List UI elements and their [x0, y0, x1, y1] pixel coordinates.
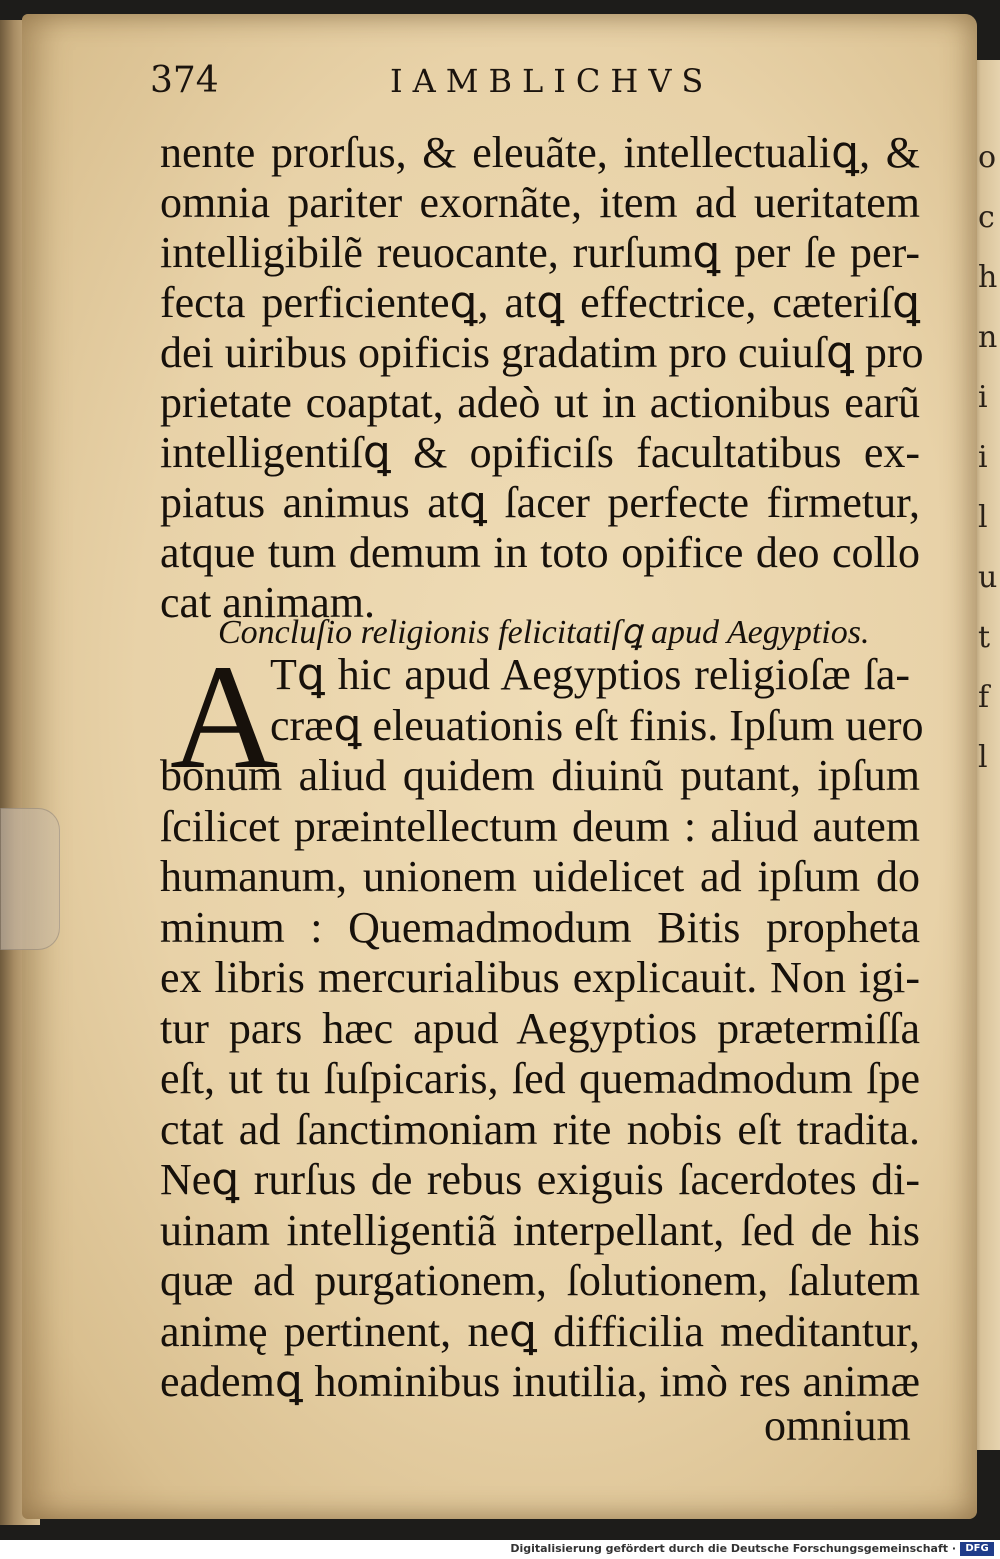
text-line: intelligentiſꝗ & opificiſs facultatibus ex-: [160, 428, 920, 477]
facing-page-letter: c: [978, 200, 995, 235]
text-line: cat animam.: [160, 578, 376, 627]
text-line: ctat ad ſanctimoniam rite nobis eſt tradita.: [160, 1104, 920, 1154]
text-line: tur pars hæc apud Aegyptios prætermiſſa: [160, 1003, 920, 1053]
text-line: bonum aliud quidem diuinũ putant, ipſum: [160, 751, 920, 800]
text-line: nente prorſus, & eleuãte, intellectualiꝗ, &: [160, 128, 920, 177]
text-line: ſcilicet præintellectum deum : aliud autem: [160, 801, 920, 851]
page-clip: [0, 808, 60, 950]
text-line: atque tum demum in toto opifice deo collo: [160, 528, 920, 577]
facing-page-letter: i: [978, 440, 988, 475]
section-heading: Concluſio religionis felicitatiſꝗ apud Aegyptios.: [218, 614, 870, 651]
facing-page-letter: l: [978, 740, 988, 775]
facing-page-letter: f: [978, 680, 990, 715]
text-line: dei uiribus opificis gradatim pro cuiuſꝗ pro: [160, 328, 924, 377]
catchword: omnium: [764, 1401, 911, 1450]
running-title: IAMBLICHVS: [390, 62, 714, 100]
facing-page-letter: i: [978, 380, 988, 415]
facing-page-letter: t: [978, 620, 991, 655]
facing-page-letter: o: [978, 140, 997, 175]
footer-bar: [0, 1540, 1000, 1559]
text-line: animę pertinent, neꝗ difficilia meditantur,: [160, 1306, 920, 1356]
text-line: eſt, ut tu ſuſpicaris, ſed quemadmodum ſpe: [160, 1054, 920, 1103]
text-line: ex libris mercurialibus explicauit. Non igi-: [160, 953, 920, 1002]
text-line: prietate coaptat, adeò ut in actionibus earũ: [160, 378, 920, 427]
text-line: fecta perficienteꝗ, atꝗ effectrice, cæteriſꝗ: [160, 278, 920, 327]
text-line: Tꝗ hic apud Aegyptios religioſæ ſa-: [270, 650, 910, 699]
text-line: humanum, unionem uidelicet ad ipſum do: [160, 852, 920, 901]
text-line: cræꝗ eleuationis eſt finis. Ipſum uero: [270, 700, 924, 750]
text-line: intelligibilẽ reuocante, rurſumꝗ per ſe per-: [160, 228, 920, 277]
text-line: quæ ad purgationem, ſolutionem, ſalutem: [160, 1256, 920, 1305]
text-line: eademꝗ hominibus inutilia, imò res animæ: [160, 1357, 920, 1406]
facing-page-letter: h: [978, 260, 998, 295]
text-line: Neꝗ rurſus de rebus exiguis ſacerdotes di-: [160, 1155, 920, 1204]
facing-page-letter: n: [978, 320, 998, 355]
page-number: 374: [150, 60, 219, 101]
facing-page-letter: u: [978, 560, 998, 595]
facing-page-letter: l: [978, 500, 988, 535]
decorated-initial: A: [170, 634, 279, 800]
text-line: omnia pariter exornãte, item ad ueritatem: [160, 178, 920, 227]
text-line: minum : Quemadmodum Bitis propheta: [160, 902, 920, 952]
funding-credit: Digitalisierung gefördert durch die Deutsche Forschungsgemeinschaft ·: [510, 1542, 956, 1555]
page-header: [150, 58, 780, 102]
text-line: piatus animus atꝗ ſacer perfecte firmetur,: [160, 478, 920, 527]
dfg-logo: DFG: [960, 1542, 994, 1556]
text-line: uinam intelligentiã interpellant, ſed de his: [160, 1205, 920, 1255]
